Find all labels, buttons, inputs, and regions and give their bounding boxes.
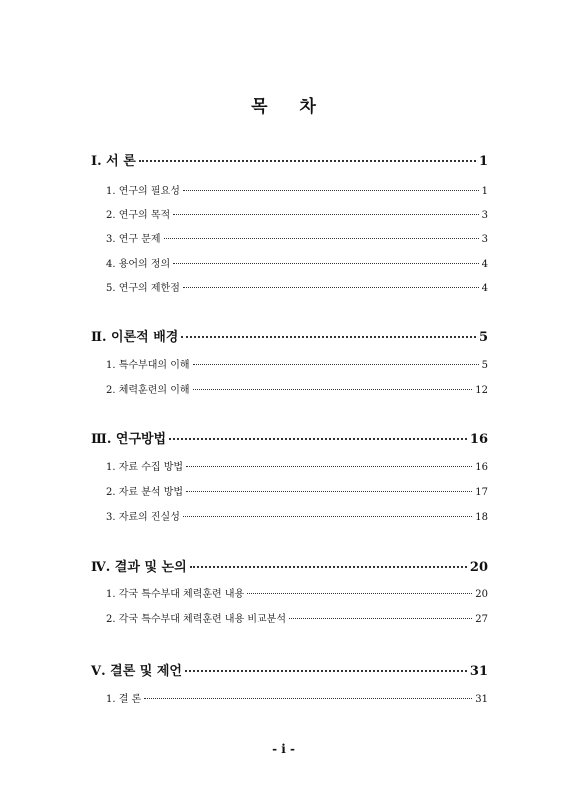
dot-leader <box>181 336 476 338</box>
toc-section-label: 2. 체력훈련의 이해 <box>106 385 190 396</box>
toc-page-number: 20 <box>475 589 488 600</box>
dot-leader <box>139 160 476 162</box>
toc-chapter-label: Ⅴ. 결론 및 제언 <box>91 664 182 679</box>
toc-section-1-1[interactable] <box>91 182 488 197</box>
dot-leader <box>185 670 467 672</box>
toc-chapter-4[interactable] <box>91 556 488 575</box>
toc-page-number: 18 <box>475 512 488 523</box>
page-number-footer: - i - <box>272 742 295 756</box>
toc-chapter-label: Ⅱ. 이론적 배경 <box>91 330 179 345</box>
toc-section-label: 1. 연구의 필요성 <box>106 186 180 197</box>
toc-page-number: 27 <box>475 614 488 625</box>
toc-section-label: 4. 용어의 정의 <box>106 259 171 270</box>
dot-leader <box>173 263 478 264</box>
toc-chapter-5[interactable] <box>91 660 488 679</box>
toc-section-label: 1. 자료 수집 방법 <box>106 462 184 473</box>
toc-section-1-5[interactable] <box>91 279 488 294</box>
toc-section-3-3[interactable] <box>91 508 488 523</box>
toc-section-label: 2. 연구의 목적 <box>106 210 171 221</box>
dot-leader <box>164 238 479 239</box>
toc-section-label: 1. 각국 특수부대 체력훈련 내용 <box>106 589 245 600</box>
dot-leader <box>193 364 479 365</box>
toc-page-number: 4 <box>481 283 488 294</box>
toc-page-number: 4 <box>481 259 488 270</box>
toc-page-number: 3 <box>481 234 488 245</box>
toc-section-label: 1. 특수부대의 이해 <box>106 360 190 371</box>
toc-page-number: 3 <box>481 210 488 221</box>
toc-page-number: 31 <box>475 694 488 705</box>
toc-chapter-label: Ⅳ. 결과 및 논의 <box>91 560 187 575</box>
toc-section-label: 3. 연구 문제 <box>106 234 161 245</box>
dot-leader <box>193 389 473 390</box>
toc-section-2-2[interactable] <box>91 381 488 396</box>
toc-page-number: 17 <box>475 487 488 498</box>
toc-page-number: 16 <box>475 462 488 473</box>
toc-section-3-2[interactable] <box>91 483 488 498</box>
toc-page-number: 16 <box>469 432 488 447</box>
toc-page-number: 5 <box>481 360 488 371</box>
toc-section-4-2[interactable] <box>91 610 488 625</box>
dot-leader <box>183 516 472 517</box>
toc-section-label: 5. 연구의 제한점 <box>106 283 180 294</box>
dot-leader <box>186 466 472 467</box>
page-title: 목 차 <box>251 97 316 117</box>
toc-page-number: 1 <box>478 154 488 169</box>
dot-leader <box>144 698 472 699</box>
dot-leader <box>183 190 479 191</box>
toc-section-1-4[interactable] <box>91 255 488 270</box>
toc-section-label: 2. 자료 분석 방법 <box>106 487 184 498</box>
toc-page-number: 5 <box>478 330 488 345</box>
dot-leader <box>186 491 472 492</box>
toc-section-3-1[interactable] <box>91 458 488 473</box>
toc-section-2-1[interactable] <box>91 356 488 371</box>
toc-page-number: 31 <box>469 664 488 679</box>
toc-page-number: 1 <box>481 186 488 197</box>
toc-section-label: 1. 결 론 <box>106 694 142 705</box>
toc-chapter-3[interactable] <box>91 428 488 447</box>
dot-leader <box>183 287 479 288</box>
toc-section-1-3[interactable] <box>91 230 488 245</box>
toc-chapter-1[interactable] <box>91 150 488 169</box>
toc-section-label: 3. 자료의 진실성 <box>106 512 180 523</box>
toc-section-4-1[interactable] <box>91 585 488 600</box>
dot-leader <box>169 438 467 440</box>
toc-page-number: 20 <box>469 560 488 575</box>
toc-section-label: 2. 각국 특수부대 체력훈련 내용 비교분석 <box>106 614 286 625</box>
dot-leader <box>190 566 467 568</box>
toc-chapter-label: Ⅰ. 서 론 <box>91 154 136 169</box>
toc-section-1-2[interactable] <box>91 206 488 221</box>
dot-leader <box>173 214 478 215</box>
toc-section-5-1[interactable] <box>91 690 488 705</box>
toc-chapter-2[interactable] <box>91 326 488 345</box>
toc-page-number: 12 <box>475 385 488 396</box>
dot-leader <box>289 618 472 619</box>
dot-leader <box>247 593 472 594</box>
toc-chapter-label: Ⅲ. 연구방법 <box>91 432 167 447</box>
